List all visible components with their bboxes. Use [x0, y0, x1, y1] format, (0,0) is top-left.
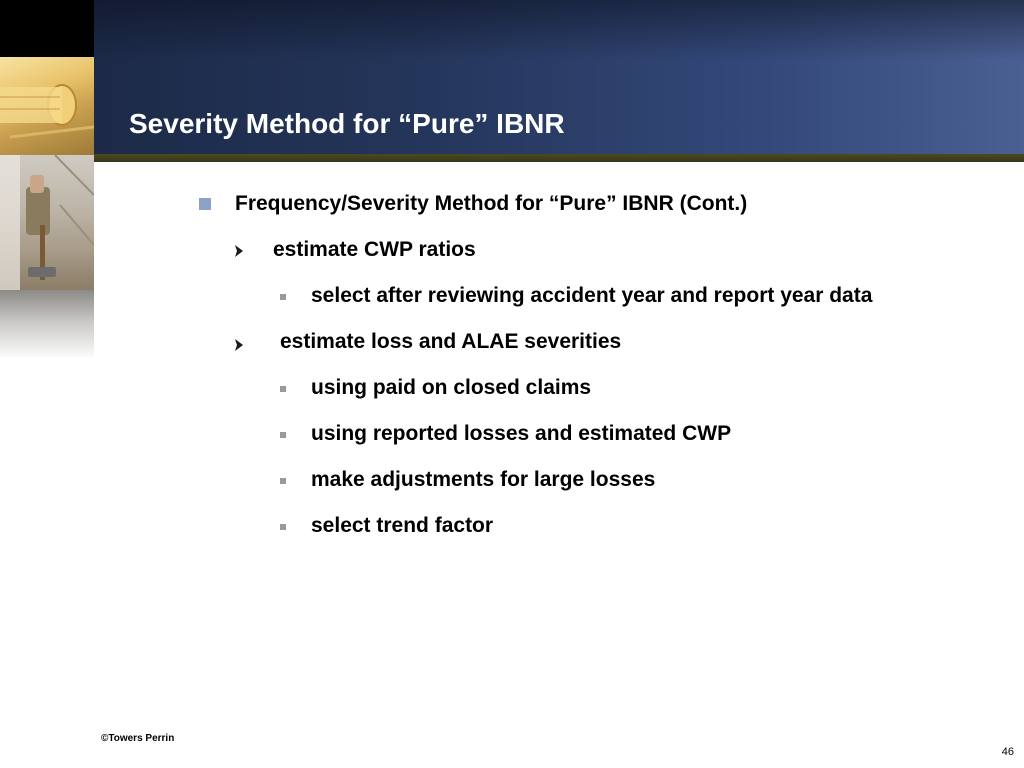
small-square-bullet-icon — [280, 386, 286, 392]
bullet-level3: select after reviewing accident year and report year data — [311, 284, 873, 307]
title-underline — [94, 154, 1024, 162]
small-square-bullet-icon — [280, 294, 286, 300]
bullet-level2: estimate CWP ratios — [273, 238, 476, 261]
bullet-level3: using paid on closed claims — [311, 376, 592, 399]
slide-title: Severity Method for “Pure” IBNR — [129, 108, 565, 139]
hammer-icon — [0, 155, 94, 290]
bullet-level3: make adjustments for large losses — [311, 468, 656, 491]
arrow-bullet-icon — [234, 338, 244, 352]
blueprint-photo — [0, 57, 94, 155]
decorative-photo-strip — [0, 57, 94, 357]
bullet-level3: using reported losses and estimated CWP — [311, 422, 732, 445]
square-bullet-icon — [199, 198, 211, 210]
bullet-level3: select trend factor — [311, 514, 494, 537]
arrow-bullet-icon — [234, 244, 244, 258]
small-square-bullet-icon — [280, 432, 286, 438]
page-number: 46 — [1001, 746, 1014, 758]
corner-block — [0, 0, 94, 57]
banner-shade — [94, 0, 1024, 60]
bullet-level1: Frequency/Severity Method for “Pure” IBNR (Cont.) — [235, 192, 748, 215]
blueprint-roll-icon — [0, 57, 94, 155]
worker-photo — [0, 155, 94, 290]
copyright-notice: ©Towers Perrin — [101, 733, 175, 744]
small-square-bullet-icon — [280, 524, 286, 530]
small-square-bullet-icon — [280, 478, 286, 484]
bullet-level2: estimate loss and ALAE severities — [280, 330, 622, 353]
photo-fade — [0, 290, 94, 357]
